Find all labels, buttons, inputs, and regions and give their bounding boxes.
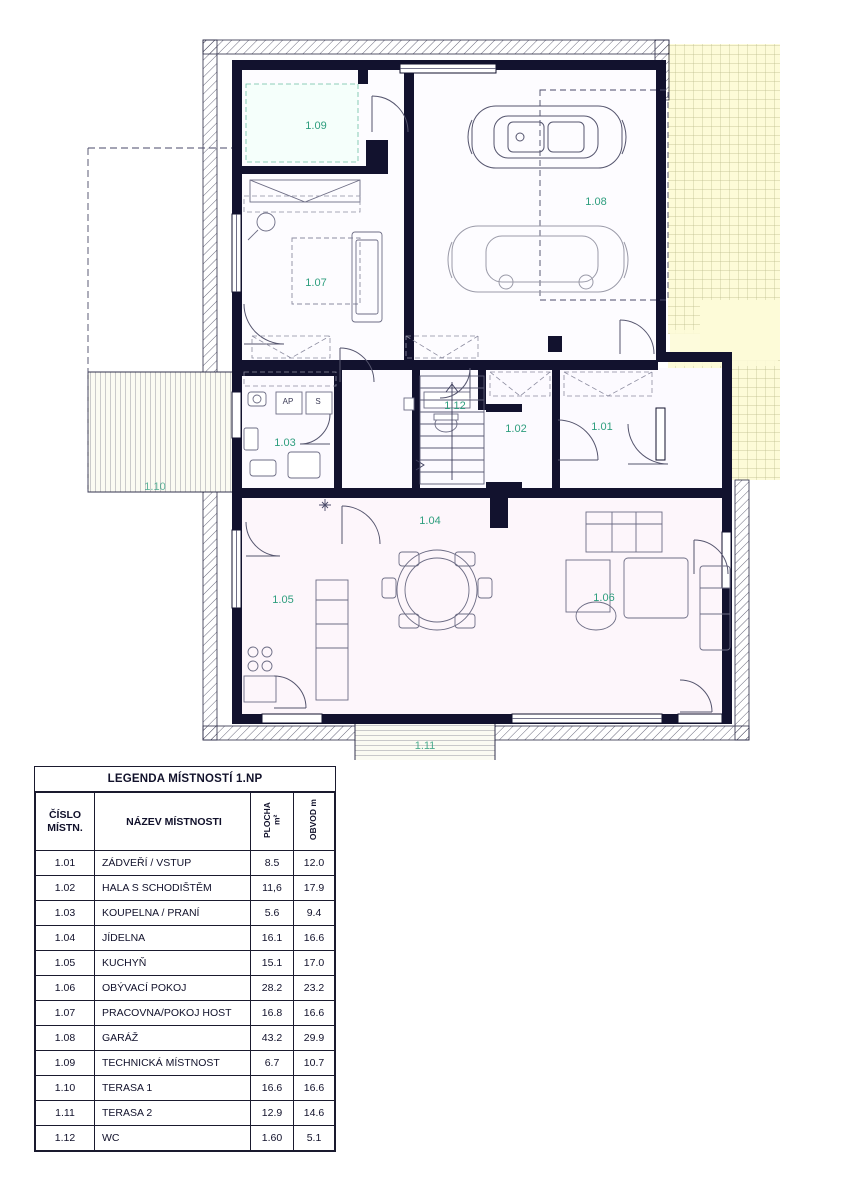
table-row (36, 976, 335, 1001)
row-name: TECHNICKÁ MÍSTNOST (95, 1051, 251, 1076)
row-area: 15.1 (251, 951, 294, 976)
room-label-1-05: 1.05 (272, 594, 294, 606)
row-name: TERASA 2 (95, 1101, 251, 1126)
row-name: WC (95, 1126, 251, 1151)
room-label-1-10: 1.10 (144, 481, 166, 493)
row-number: 1.10 (36, 1076, 95, 1101)
row-number: 1.06 (36, 976, 95, 1001)
terrace-1 (88, 372, 234, 492)
row-perimeter: 12.0 (294, 851, 335, 876)
room-label-1-08: 1.08 (585, 196, 607, 208)
legend-header-number-line2: MÍSTN. (47, 821, 83, 834)
legend-header-perimeter-text: OBVOD m (308, 799, 319, 841)
table-row (36, 1051, 335, 1076)
table-row (36, 901, 335, 926)
row-number: 1.08 (36, 1026, 95, 1051)
table-row (36, 951, 335, 976)
legend-header-row (36, 793, 335, 851)
row-name: TERASA 1 (95, 1076, 251, 1101)
row-number: 1.03 (36, 901, 95, 926)
row-area: 16.6 (251, 1076, 294, 1101)
room-label-1-07: 1.07 (305, 277, 327, 289)
row-perimeter: 17.9 (294, 876, 335, 901)
row-perimeter: 16.6 (294, 1076, 335, 1101)
row-number: 1.02 (36, 876, 95, 901)
table-row (36, 1101, 335, 1126)
row-area: 28.2 (251, 976, 294, 1001)
table-row (36, 1126, 335, 1151)
room-label-1-12: 1.12 (444, 400, 466, 412)
legend-header-area (251, 793, 294, 851)
row-name: GARÁŽ (95, 1026, 251, 1051)
legend-header-area-text: PLOCHA m² (261, 802, 281, 838)
row-name: KOUPELNA / PRANÍ (95, 901, 251, 926)
row-number: 1.01 (36, 851, 95, 876)
row-perimeter: 23.2 (294, 976, 335, 1001)
appliance-label-s: S (315, 397, 321, 406)
legend-header-number-line1: ČÍSLO (48, 809, 82, 822)
room-label-1-01: 1.01 (591, 421, 613, 433)
row-number: 1.12 (36, 1126, 95, 1151)
row-area: 8.5 (251, 851, 294, 876)
row-name: OBÝVACÍ POKOJ (95, 976, 251, 1001)
row-number: 1.11 (36, 1101, 95, 1126)
table-row (36, 851, 335, 876)
row-area: 11,6 (251, 876, 294, 901)
row-perimeter: 29.9 (294, 1026, 335, 1051)
row-name: ZÁDVEŘÍ / VSTUP (95, 851, 251, 876)
row-perimeter: 10.7 (294, 1051, 335, 1076)
row-area: 1.60 (251, 1126, 294, 1151)
row-perimeter: 9.4 (294, 901, 335, 926)
table-row (36, 1076, 335, 1101)
appliance-label-ap: AP (282, 397, 294, 406)
legend-header-perimeter (294, 793, 335, 851)
row-area: 5.6 (251, 901, 294, 926)
legend-header-name: NÁZEV MÍSTNOSTI (95, 793, 251, 851)
row-perimeter: 17.0 (294, 951, 335, 976)
row-perimeter: 14.6 (294, 1101, 335, 1126)
row-perimeter: 5.1 (294, 1126, 335, 1151)
table-row (36, 1001, 335, 1026)
row-number: 1.05 (36, 951, 95, 976)
row-name: HALA S SCHODIŠTĚM (95, 876, 251, 901)
table-row (36, 876, 335, 901)
row-perimeter: 16.6 (294, 926, 335, 951)
room-label-1-04: 1.04 (419, 515, 441, 527)
table-row (36, 1026, 335, 1051)
row-area: 16.1 (251, 926, 294, 951)
room-label-1-11: 1.11 (414, 740, 436, 752)
row-name: PRACOVNA/POKOJ HOST (95, 1001, 251, 1026)
row-name: JÍDELNA (95, 926, 251, 951)
row-number: 1.07 (36, 1001, 95, 1026)
room-label-1-09: 1.09 (305, 120, 327, 132)
row-number: 1.04 (36, 926, 95, 951)
legend-title: LEGENDA MÍSTNOSTÍ 1.NP (35, 767, 335, 792)
row-perimeter: 16.6 (294, 1001, 335, 1026)
room-legend (34, 766, 336, 1152)
legend-header-number (36, 793, 95, 851)
row-number: 1.09 (36, 1051, 95, 1076)
room-label-1-06: 1.06 (593, 592, 615, 604)
legend-table (35, 767, 335, 1151)
row-area: 16.8 (251, 1001, 294, 1026)
row-area: 6.7 (251, 1051, 294, 1076)
table-row (36, 926, 335, 951)
row-area: 43.2 (251, 1026, 294, 1051)
room-label-1-02: 1.02 (505, 423, 527, 435)
row-area: 12.9 (251, 1101, 294, 1126)
row-name: KUCHYŇ (95, 951, 251, 976)
room-label-1-03: 1.03 (274, 437, 296, 449)
